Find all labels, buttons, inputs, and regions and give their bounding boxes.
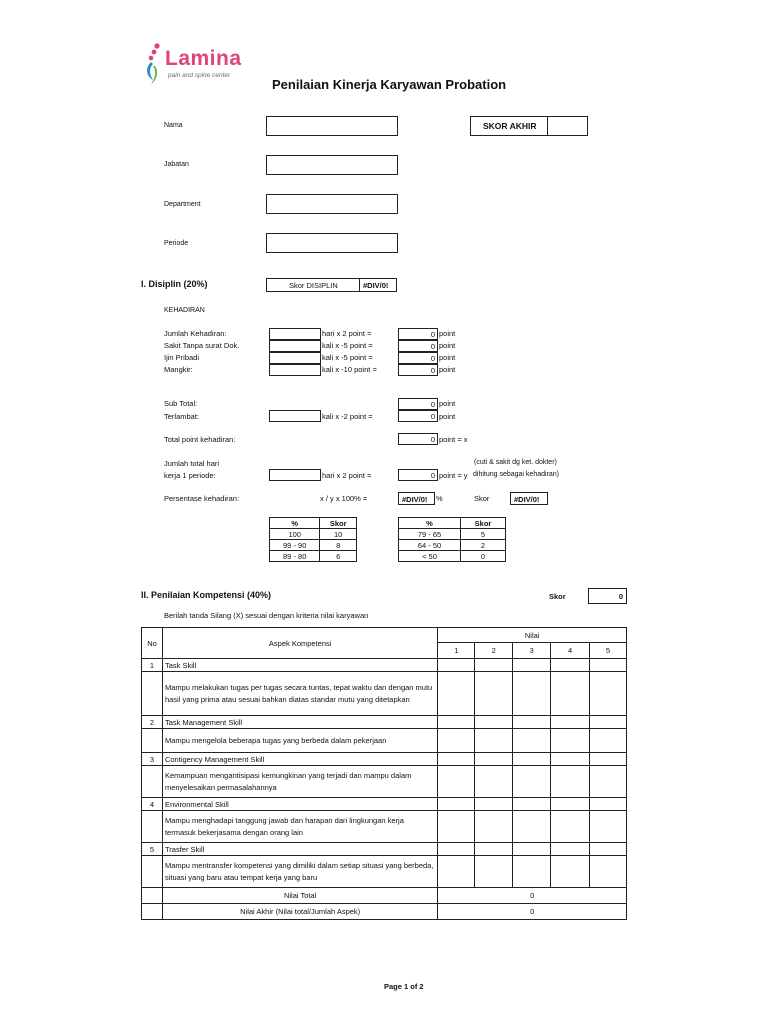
table-row xyxy=(142,716,627,729)
item-desc: Mampu mentransfer kompetensi yang dimiliki dalam setiap situasi yang berbeda, situasi yang baru atau tempat kerja yang baru xyxy=(162,856,437,888)
table-cell: % xyxy=(399,518,461,529)
page-number: Page 1 of 2 xyxy=(384,982,424,991)
table-row xyxy=(399,529,506,540)
table-row xyxy=(270,529,357,540)
kompetensi-skor-value: 0 xyxy=(618,592,623,601)
kompetensi-table xyxy=(141,627,627,920)
table-cell: 79 - 65 xyxy=(399,529,461,540)
table-cell: Skor xyxy=(460,518,505,529)
score-table-right xyxy=(398,517,506,562)
table-row xyxy=(142,659,627,672)
department-field[interactable] xyxy=(266,194,398,214)
subtotal-unit: point xyxy=(439,399,456,408)
kehadiran-label: KEHADIRAN xyxy=(164,307,205,314)
head-nilai: Nilai xyxy=(438,628,627,643)
table-row xyxy=(142,753,627,766)
row-formula: kali x -5 point = xyxy=(322,353,373,362)
table-cell: % xyxy=(270,518,320,529)
item-name: Task Management Skill xyxy=(162,716,437,729)
jumlah-hari-formula: hari x 2 point = xyxy=(322,471,372,480)
company-logo xyxy=(143,42,263,88)
rating-cell[interactable] xyxy=(551,729,590,753)
scale-1: 1 xyxy=(438,643,475,659)
skor-akhir-label-box xyxy=(470,116,548,136)
table-cell: 2 xyxy=(460,540,505,551)
skor-disiplin-value-box xyxy=(359,278,397,292)
ijin-input[interactable] xyxy=(269,352,321,364)
persentase-value-box xyxy=(398,492,435,505)
jumlah-hari-input[interactable] xyxy=(269,469,321,481)
spine-logo-icon xyxy=(143,42,165,88)
jabatan-label: Jabatan xyxy=(164,161,189,168)
terlambat-value: 0 xyxy=(430,412,435,421)
note-cuti: (cuti & sakit dg ket. dokter) xyxy=(474,459,557,466)
item-desc: Mampu menghadapi tanggung jawab dan harapan dari lingkungan kerja termasuk bekerjasama dengan orang lain xyxy=(162,811,437,843)
item-desc: Mampu mengelola beberapa tugas yang berbeda dalam pekerjaan xyxy=(162,729,437,753)
nilai-total-label: Nilai Total xyxy=(162,888,437,904)
department-label: Department xyxy=(164,201,201,208)
item-no: 5 xyxy=(142,843,163,856)
item-name: Contigency Management Skill xyxy=(162,753,437,766)
jumlah-hari-unit: point = y xyxy=(439,471,468,480)
rating-cell[interactable] xyxy=(438,729,475,753)
logo-tagline: pain and spine center xyxy=(168,72,231,79)
item-no: 3 xyxy=(142,753,163,766)
page-title: Penilaian Kinerja Karyawan Probation xyxy=(272,77,507,92)
rating-cell[interactable] xyxy=(438,856,475,888)
kompetensi-section-title: II. Penilaian Kompetensi (40%) xyxy=(141,590,272,600)
terlambat-formula: kali x -2 point = xyxy=(322,412,373,421)
rating-cell[interactable] xyxy=(513,672,551,716)
table-row xyxy=(399,551,506,562)
nilai-akhir-value: 0 xyxy=(438,904,627,920)
row-label: Mangkir: xyxy=(164,365,193,374)
skor-akhir-value-field[interactable] xyxy=(547,116,588,136)
rating-cell[interactable] xyxy=(438,766,475,798)
skor-akhir-label: SKOR AKHIR xyxy=(483,121,537,131)
table-cell: 89 - 80 xyxy=(270,551,320,562)
rating-cell[interactable] xyxy=(475,729,513,753)
item-desc: Kemampuan mengantisipasi kemungkinan yang terjadi dan mampu dalam menyelesaikan permasalahannya xyxy=(162,766,437,798)
scale-4: 4 xyxy=(551,643,590,659)
table-cell: 5 xyxy=(460,529,505,540)
table-cell: < 50 xyxy=(399,551,461,562)
item-no: 1 xyxy=(142,659,163,672)
terlambat-value-box xyxy=(398,410,438,422)
row-value: 0 xyxy=(430,330,435,339)
row-label: Jumlah Kehadiran: xyxy=(164,329,227,338)
table-header-row xyxy=(142,628,627,643)
terlambat-input[interactable] xyxy=(269,410,321,422)
item-name: Environmental Skill xyxy=(162,798,437,811)
table-row xyxy=(270,518,357,529)
note-kehadiran: dihitung sebagai kehadiran) xyxy=(473,471,560,478)
terlambat-label: Terlambat: xyxy=(164,412,200,421)
row-unit: point xyxy=(439,353,456,362)
jabatan-field[interactable] xyxy=(266,155,398,175)
item-no: 4 xyxy=(142,798,163,811)
table-row xyxy=(142,729,627,753)
disiplin-section-title: I. Disiplin (20%) xyxy=(141,279,208,289)
head-no: No xyxy=(142,628,163,659)
persentase-formula: x / y x 100% = xyxy=(320,494,368,503)
sakit-input[interactable] xyxy=(269,340,321,352)
table-row xyxy=(399,518,506,529)
table-row xyxy=(142,766,627,798)
row-value: 0 xyxy=(430,354,435,363)
item-no: 2 xyxy=(142,716,163,729)
row-value-box xyxy=(398,364,438,376)
table-row xyxy=(142,856,627,888)
table-row xyxy=(270,551,357,562)
persentase-label: Persentase kehadiran: xyxy=(164,494,240,503)
nilai-akhir-row xyxy=(142,904,627,920)
total-kehadiran-label: Total point kehadiran: xyxy=(164,435,236,444)
nilai-akhir-label: Nilai Akhir (Nilai total/Jumlah Aspek) xyxy=(162,904,437,920)
table-cell: 100 xyxy=(270,529,320,540)
subtotal-value: 0 xyxy=(430,400,435,409)
periode-field[interactable] xyxy=(266,233,398,253)
jumlah-kehadiran-input[interactable] xyxy=(269,328,321,340)
skor-disiplin-value: #DIV/0! xyxy=(363,281,389,290)
row-unit: point xyxy=(439,365,456,374)
row-unit: point xyxy=(439,341,456,350)
persentase-value: #DIV/0! xyxy=(402,495,428,504)
subtotal-label: Sub Total: xyxy=(164,399,198,408)
terlambat-unit: point xyxy=(439,412,456,421)
row-label: Sakit Tanpa surat Dok. xyxy=(164,341,240,350)
score-table-left xyxy=(269,517,357,562)
skor-disiplin-label: Skor DISIPLIN xyxy=(289,281,338,290)
head-aspek: Aspek Kompetensi xyxy=(162,628,437,659)
rating-cell[interactable] xyxy=(513,811,551,843)
rating-cell[interactable] xyxy=(475,766,513,798)
scale-3: 3 xyxy=(513,643,551,659)
table-cell: 6 xyxy=(320,551,357,562)
table-row xyxy=(142,798,627,811)
scale-2: 2 xyxy=(475,643,513,659)
kompetensi-skor-label: Skor xyxy=(549,592,566,601)
table-cell: 64 - 50 xyxy=(399,540,461,551)
mangkir-input[interactable] xyxy=(269,364,321,376)
rating-cell[interactable] xyxy=(475,672,513,716)
rating-cell[interactable] xyxy=(590,672,627,716)
row-formula: kali x -10 point = xyxy=(322,365,377,374)
jumlah-hari-label-1: Jumlah total hari xyxy=(164,459,220,468)
row-value-box xyxy=(398,340,438,352)
row-value: 0 xyxy=(430,342,435,351)
nilai-total-row xyxy=(142,888,627,904)
table-cell: Skor xyxy=(320,518,357,529)
persentase-skor-label: Skor xyxy=(474,494,490,503)
table-cell: 10 xyxy=(320,529,357,540)
total-kehadiran-value-box xyxy=(398,433,438,445)
rating-cell[interactable] xyxy=(475,856,513,888)
skor-disiplin-label-box xyxy=(266,278,360,292)
table-row xyxy=(142,672,627,716)
table-cell: 8 xyxy=(320,540,357,551)
nilai-total-value: 0 xyxy=(438,888,627,904)
rating-cell[interactable] xyxy=(551,766,590,798)
rating-cell[interactable] xyxy=(551,672,590,716)
rating-cell[interactable] xyxy=(590,729,627,753)
table-row xyxy=(399,540,506,551)
row-formula: hari x 2 point = xyxy=(322,329,372,338)
table-row xyxy=(142,811,627,843)
item-name: Task Skill xyxy=(162,659,437,672)
nama-field[interactable] xyxy=(266,116,398,136)
total-kehadiran-value: 0 xyxy=(430,435,435,444)
nama-label: Nama xyxy=(164,122,183,129)
total-kehadiran-unit: point = x xyxy=(439,435,468,444)
row-value-box xyxy=(398,328,438,340)
row-value: 0 xyxy=(430,366,435,375)
table-cell: 0 xyxy=(460,551,505,562)
rating-cell[interactable] xyxy=(475,811,513,843)
row-value-box xyxy=(398,352,438,364)
row-formula: kali x -5 point = xyxy=(322,341,373,350)
scale-5: 5 xyxy=(590,643,627,659)
jumlah-hari-value-box xyxy=(398,469,438,481)
row-unit: point xyxy=(439,329,456,338)
rating-cell[interactable] xyxy=(551,856,590,888)
kompetensi-instruction: Berilah tanda Silang (X) sesuai dengan kriteria nilai karyawan xyxy=(164,611,369,620)
kompetensi-skor-box xyxy=(588,588,627,604)
jumlah-hari-label-2: kerja 1 periode: xyxy=(164,471,216,480)
persentase-skor-value: #DIV/0! xyxy=(514,495,540,504)
logo-wordmark: Lamina xyxy=(165,47,242,70)
rating-cell[interactable] xyxy=(551,811,590,843)
persentase-pct: % xyxy=(436,494,443,503)
table-cell: 99 - 90 xyxy=(270,540,320,551)
row-label: Ijin Pribadi xyxy=(164,353,200,362)
rating-cell[interactable] xyxy=(590,856,627,888)
rating-cell[interactable] xyxy=(513,729,551,753)
jumlah-hari-value: 0 xyxy=(430,471,435,480)
item-name: Trasfer Skill xyxy=(162,843,437,856)
rating-cell[interactable] xyxy=(438,672,475,716)
periode-label: Periode xyxy=(164,240,189,247)
item-desc: Mampu melakukan tugas per tugas secara tuntas, tepat waktu dan dengan mutu hasil yang prima atau sesuai bahkan diatas standar mutu yang ditetapkan xyxy=(162,672,437,716)
table-row xyxy=(270,540,357,551)
table-row xyxy=(142,843,627,856)
subtotal-value-box xyxy=(398,398,438,410)
rating-cell[interactable] xyxy=(513,856,551,888)
rating-cell[interactable] xyxy=(438,811,475,843)
rating-cell[interactable] xyxy=(590,766,627,798)
rating-cell[interactable] xyxy=(513,766,551,798)
persentase-skor-box xyxy=(510,492,548,505)
rating-cell[interactable] xyxy=(590,811,627,843)
